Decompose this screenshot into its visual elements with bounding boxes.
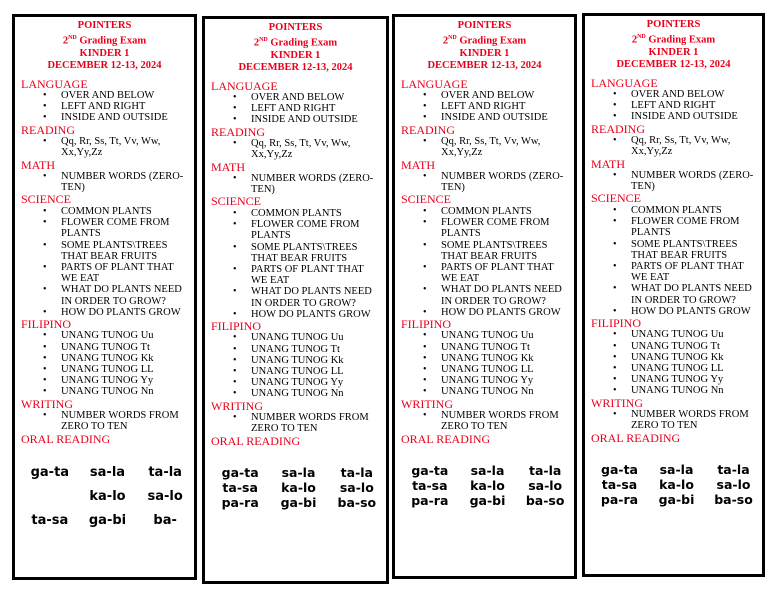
syllable-word: ga-ta — [221, 465, 259, 481]
list-item: • UNANG TUNOG Tt — [441, 342, 574, 353]
section-list-science — [21, 206, 194, 318]
section-title-reading: READING — [21, 122, 75, 137]
list-item: • NUMBER WORDS (ZERO-TEN) — [441, 171, 574, 193]
list-item: • NUMBER WORDS (ZERO-TEN) — [61, 171, 194, 193]
section-title-reading: READING — [211, 124, 265, 139]
section-title-language: LANGUAGE — [21, 76, 88, 91]
list-item: • FLOWER COME FROM PLANTS — [61, 217, 194, 239]
list-item: • NUMBER WORDS FROM ZERO TO TEN — [631, 409, 762, 431]
list-item: • COMMON PLANTS — [441, 206, 574, 217]
list-item: • UNANG TUNOG LL — [61, 364, 194, 375]
list-item: • WHAT DO PLANTS NEED IN ORDER TO GROW? — [251, 286, 386, 308]
list-item: • Qq, Rr, Ss, Tt, Vv, Ww, Xx,Yy,Zz — [251, 138, 386, 160]
header-grade: KINDER 1 — [648, 46, 699, 58]
syllable-word: sa-lo — [528, 478, 563, 494]
list-item: • UNANG TUNOG Yy — [61, 375, 194, 386]
syllable-word: ka-lo — [281, 480, 316, 496]
section-title-writing: WRITING — [21, 396, 73, 411]
list-item: • UNANG TUNOG Uu — [251, 332, 386, 343]
section-list-language — [401, 90, 574, 124]
list-item: • PARTS OF PLANT THAT WE EAT — [441, 262, 574, 284]
oral-reading-grid — [591, 462, 762, 507]
header-title: POINTERS — [646, 19, 701, 30]
list-item: • FLOWER COME FROM PLANTS — [441, 217, 574, 239]
list-item: • UNANG TUNOG Nn — [441, 386, 574, 397]
section-list-filipino — [401, 330, 574, 397]
header-date: DECEMBER 12-13, 2024 — [616, 58, 731, 70]
syllable-word: sa-la — [470, 463, 505, 479]
list-item: • OVER AND BELOW — [61, 90, 194, 101]
list-item: • UNANG TUNOG Nn — [61, 386, 194, 397]
syllable-word: ka-lo — [89, 489, 126, 505]
list-item: • NUMBER WORDS (ZERO-TEN) — [251, 173, 386, 195]
header-grade: KINDER 1 — [79, 47, 130, 59]
section-title-reading: READING — [401, 122, 455, 137]
list-item: • UNANG TUNOG Kk — [631, 352, 762, 363]
syllable-word: sa-la — [659, 462, 694, 478]
section-list-reading — [591, 135, 762, 157]
pointers-card-1 — [12, 14, 197, 580]
list-item: • UNANG TUNOG LL — [251, 366, 386, 377]
list-item: • OVER AND BELOW — [251, 92, 386, 103]
list-item: • Qq, Rr, Ss, Tt, Vv, Ww, Xx,Yy,Zz — [441, 136, 574, 158]
list-item: • UNANG TUNOG Yy — [251, 377, 386, 388]
list-item: • PARTS OF PLANT THAT WE EAT — [251, 264, 386, 286]
syllable-word: ga-bi — [658, 492, 695, 508]
list-item: • SOME PLANTS\TREES THAT BEAR FRUITS — [61, 240, 194, 262]
list-item: • INSIDE AND OUTSIDE — [441, 112, 574, 123]
list-item: • UNANG TUNOG Yy — [631, 374, 762, 385]
list-item: • NUMBER WORDS FROM ZERO TO TEN — [441, 410, 574, 432]
section-title-language: LANGUAGE — [401, 76, 468, 91]
pointers-card-3 — [392, 14, 577, 579]
section-title-writing: WRITING — [591, 395, 643, 410]
syllable-word: ta-la — [148, 465, 182, 481]
card-header — [15, 20, 194, 72]
list-item: • INSIDE AND OUTSIDE — [631, 111, 762, 122]
syllable-word: ka-lo — [659, 477, 694, 493]
section-list-math — [21, 171, 194, 193]
section-title-filipino: FILIPINO — [21, 316, 71, 331]
list-item: • UNANG TUNOG Uu — [631, 329, 762, 340]
syllable-word: ta-la — [717, 462, 750, 478]
list-item: • SOME PLANTS\TREES THAT BEAR FRUITS — [251, 242, 386, 264]
syllable-word: ta-la — [340, 465, 373, 481]
list-item: • WHAT DO PLANTS NEED IN ORDER TO GROW? — [61, 284, 194, 306]
section-title-writing: WRITING — [211, 398, 263, 413]
section-list-math — [591, 170, 762, 192]
section-title-math: MATH — [401, 157, 436, 172]
section-list-reading — [211, 138, 386, 160]
header-grading: 2ND Grading Exam — [631, 34, 716, 46]
syllable-word: ga-ta — [601, 462, 638, 478]
list-item: • UNANG TUNOG Kk — [251, 355, 386, 366]
section-list-math — [211, 173, 386, 195]
oral-reading-grid — [211, 465, 386, 510]
syllable-word: sa-lo — [716, 477, 751, 493]
section-title-math: MATH — [591, 156, 626, 171]
syllable-word: ga-bi — [88, 513, 127, 529]
header-grade: KINDER 1 — [459, 47, 510, 59]
syllable-word: ga-bi — [280, 495, 317, 511]
section-title-oral-reading: ORAL READING — [211, 433, 301, 448]
list-item: • UNANG TUNOG Yy — [441, 375, 574, 386]
header-grading: 2ND Grading Exam — [442, 35, 527, 47]
section-title-math: MATH — [21, 157, 56, 172]
section-title-science: SCIENCE — [591, 191, 642, 206]
list-item: • LEFT AND RIGHT — [61, 101, 194, 112]
list-item: • WHAT DO PLANTS NEED IN ORDER TO GROW? — [631, 283, 762, 305]
section-title-oral-reading: ORAL READING — [591, 430, 681, 445]
header-title: POINTERS — [268, 22, 323, 33]
list-item: • FLOWER COME FROM PLANTS — [251, 219, 386, 241]
list-item: • OVER AND BELOW — [631, 89, 762, 100]
section-title-reading: READING — [591, 121, 645, 136]
section-list-language — [211, 92, 386, 126]
list-item: • HOW DO PLANTS GROW — [251, 309, 386, 320]
section-title-science: SCIENCE — [211, 194, 262, 209]
section-list-writing — [211, 412, 386, 434]
section-title-language: LANGUAGE — [591, 75, 658, 90]
list-item: • HOW DO PLANTS GROW — [61, 307, 194, 318]
section-title-science: SCIENCE — [401, 192, 452, 207]
list-item: • UNANG TUNOG Uu — [61, 330, 194, 341]
list-item: • FLOWER COME FROM PLANTS — [631, 216, 762, 238]
syllable-word: ka-lo — [470, 478, 505, 494]
card-body — [205, 80, 386, 511]
syllable-word: ba- — [153, 513, 177, 529]
section-list-writing — [401, 410, 574, 432]
syllable-word: sa-lo — [147, 489, 183, 505]
syllable-word: ba-so — [525, 493, 565, 509]
section-list-science — [591, 205, 762, 317]
list-item: • LEFT AND RIGHT — [631, 100, 762, 111]
section-title-filipino: FILIPINO — [591, 315, 641, 330]
list-item: • PARTS OF PLANT THAT WE EAT — [631, 261, 762, 283]
list-item: • UNANG TUNOG Nn — [631, 385, 762, 396]
list-item: • UNANG TUNOG Tt — [631, 341, 762, 352]
list-item: • SOME PLANTS\TREES THAT BEAR FRUITS — [441, 240, 574, 262]
list-item: • HOW DO PLANTS GROW — [441, 307, 574, 318]
syllable-word: ta-la — [529, 463, 562, 479]
syllable-word: ta-sa — [412, 478, 448, 494]
syllable-word: ga-ta — [411, 463, 449, 479]
section-list-language — [21, 90, 194, 124]
list-item: • LEFT AND RIGHT — [441, 101, 574, 112]
list-item: • UNANG TUNOG Uu — [441, 330, 574, 341]
syllable-word: ga-ta — [30, 465, 70, 481]
list-item: • NUMBER WORDS (ZERO-TEN) — [631, 170, 762, 192]
section-title-filipino: FILIPINO — [401, 316, 451, 331]
header-date: DECEMBER 12-13, 2024 — [427, 59, 542, 71]
pointers-card-4 — [582, 13, 765, 577]
section-list-writing — [21, 410, 194, 432]
header-date: DECEMBER 12-13, 2024 — [47, 59, 162, 71]
list-item: • UNANG TUNOG LL — [441, 364, 574, 375]
section-list-reading — [21, 136, 194, 158]
section-title-language: LANGUAGE — [211, 78, 278, 93]
section-title-writing: WRITING — [401, 396, 453, 411]
section-list-reading — [401, 136, 574, 158]
list-item: • COMMON PLANTS — [631, 205, 762, 216]
list-item: • PARTS OF PLANT THAT WE EAT — [61, 262, 194, 284]
syllable-word: sa-la — [89, 465, 126, 481]
list-item: • Qq, Rr, Ss, Tt, Vv, Ww, Xx,Yy,Zz — [631, 135, 762, 157]
list-item: • HOW DO PLANTS GROW — [631, 306, 762, 317]
oral-reading-grid — [21, 465, 194, 528]
section-title-oral-reading: ORAL READING — [401, 431, 491, 446]
syllable-word — [21, 489, 79, 504]
syllable-word: pa-ra — [411, 493, 449, 509]
syllable-word: ta-sa — [601, 477, 638, 493]
section-list-science — [211, 208, 386, 320]
card-header — [205, 22, 386, 74]
syllable-word: ba-so — [714, 492, 753, 508]
section-list-filipino — [21, 330, 194, 397]
list-item: • COMMON PLANTS — [61, 206, 194, 217]
list-item: • SOME PLANTS\TREES THAT BEAR FRUITS — [631, 239, 762, 261]
card-body — [585, 77, 762, 508]
section-list-writing — [591, 409, 762, 431]
section-title-oral-reading: ORAL READING — [21, 431, 111, 446]
list-item: • NUMBER WORDS FROM ZERO TO TEN — [251, 412, 386, 434]
syllable-word: ta-sa — [222, 480, 258, 496]
list-item: • Qq, Rr, Ss, Tt, Vv, Ww, Xx,Yy,Zz — [61, 136, 194, 158]
syllable-word: ba-so — [337, 495, 377, 511]
oral-reading-grid — [401, 463, 574, 508]
list-item: • OVER AND BELOW — [441, 90, 574, 101]
section-list-filipino — [211, 332, 386, 399]
list-item: • INSIDE AND OUTSIDE — [251, 114, 386, 125]
card-header — [395, 20, 574, 72]
card-header — [585, 19, 762, 71]
syllable-word: pa-ra — [221, 495, 259, 511]
list-item: • UNANG TUNOG Kk — [61, 353, 194, 364]
list-item: • COMMON PLANTS — [251, 208, 386, 219]
list-item: • INSIDE AND OUTSIDE — [61, 112, 194, 123]
list-item: • UNANG TUNOG Tt — [61, 342, 194, 353]
section-list-language — [591, 89, 762, 123]
syllable-word: sa-lo — [339, 480, 374, 496]
section-list-science — [401, 206, 574, 318]
card-body — [395, 78, 574, 509]
pointers-card-2 — [202, 16, 389, 584]
section-list-math — [401, 171, 574, 193]
syllable-word: ta-sa — [31, 513, 69, 529]
header-grading: 2ND Grading Exam — [253, 37, 338, 49]
syllable-word: pa-ra — [600, 492, 639, 508]
list-item: • UNANG TUNOG Tt — [251, 344, 386, 355]
section-title-math: MATH — [211, 159, 246, 174]
header-title: POINTERS — [457, 20, 512, 31]
section-title-science: SCIENCE — [21, 192, 72, 207]
list-item: • UNANG TUNOG Nn — [251, 388, 386, 399]
header-grading: 2ND Grading Exam — [62, 35, 147, 47]
list-item: • LEFT AND RIGHT — [251, 103, 386, 114]
list-item: • UNANG TUNOG Kk — [441, 353, 574, 364]
card-body — [15, 78, 194, 529]
list-item: • NUMBER WORDS FROM ZERO TO TEN — [61, 410, 194, 432]
header-date: DECEMBER 12-13, 2024 — [238, 61, 353, 73]
syllable-word: ga-bi — [469, 493, 506, 509]
list-item: • UNANG TUNOG LL — [631, 363, 762, 374]
list-item: • WHAT DO PLANTS NEED IN ORDER TO GROW? — [441, 284, 574, 306]
header-title: POINTERS — [77, 20, 132, 31]
section-title-filipino: FILIPINO — [211, 318, 261, 333]
syllable-word: sa-la — [281, 465, 316, 481]
header-grade: KINDER 1 — [270, 49, 321, 61]
section-list-filipino — [591, 329, 762, 396]
